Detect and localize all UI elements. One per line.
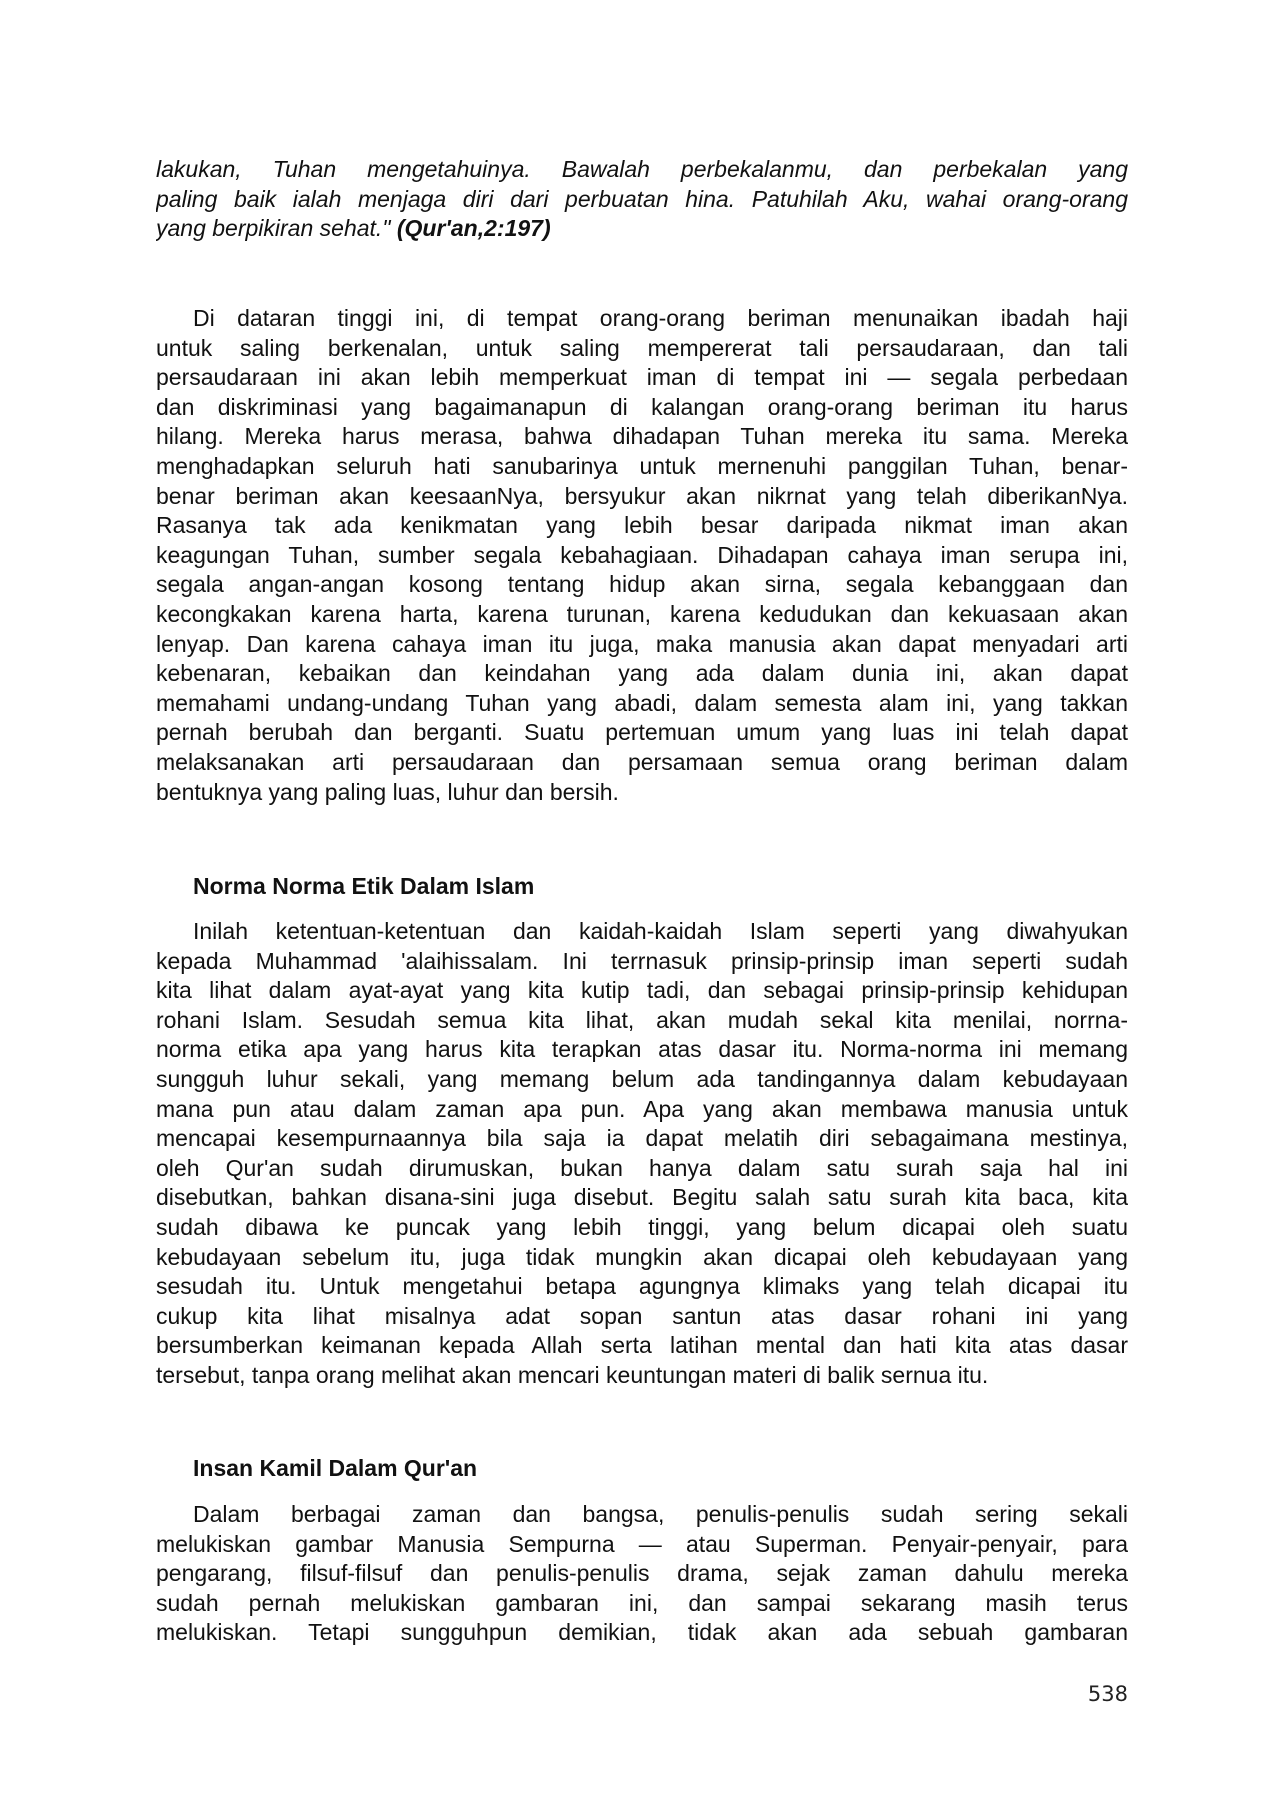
text-line: hilang. Mereka harus merasa, bahwa dihadapan Tuhan mereka itu sama. Mereka — [156, 423, 1128, 450]
text-line: memahami undang-undang Tuhan yang abadi, dalam semesta alam ini, yang takkan — [156, 689, 1128, 716]
quote-text: yang berpikiran sehat." — [156, 215, 397, 242]
text-line: oleh Qur'an sudah dirumuskan, bukan hanya dalam satu surah saja hal ini — [156, 1154, 1128, 1181]
section-heading-insan-kamil: Insan Kamil Dalam Qur'an — [193, 1455, 478, 1481]
text-line: melukiskan. Tetapi sungguhpun demikian, tidak akan ada sebuah gambaran — [156, 1619, 1128, 1646]
quote-line: lakukan, Tuhan mengetahuinya. Bawalah perbekalanmu, dan perbekalan yang — [156, 156, 1128, 182]
quote-line: paling baik ialah menjaga diri dari perbuatan hina. Patuhilah Aku, wahai orang-orang — [156, 185, 1128, 212]
text-line: sesudah itu. Untuk mengetahui betapa agungnya klimaks yang telah dicapai itu — [156, 1273, 1128, 1300]
quran-quote — [156, 155, 1128, 244]
text-line: kecongkakan karena harta, karena turunan, karena kedudukan dan kekuasaan akan — [156, 600, 1128, 627]
text-line: kebenaran, kebaikan dan keindahan yang ada dalam dunia ini, akan dapat — [156, 660, 1128, 687]
text-line: kita lihat dalam ayat-ayat yang kita kutip tadi, dan sebagai prinsip-prinsip kehidupan — [156, 977, 1128, 1004]
text-line: Di dataran tinggi ini, di tempat orang-orang beriman menunaikan ibadah haji — [193, 305, 1128, 331]
text-line: bentuknya yang paling luas, luhur dan bersih. — [156, 778, 619, 805]
text-line: keagungan Tuhan, sumber segala kebahagiaan. Dihadapan cahaya iman serupa ini, — [156, 541, 1128, 568]
quote-line — [156, 214, 1128, 244]
text-line: Dalam berbagai zaman dan bangsa, penulis-penulis sudah sering sekali — [193, 1501, 1128, 1527]
text-line: lenyap. Dan karena cahaya iman itu juga, maka manusia akan dapat menyadari arti — [156, 630, 1128, 657]
text-line: mana pun atau dalam zaman apa pun. Apa yang akan membawa manusia untuk — [156, 1095, 1128, 1122]
paragraph-insan-kamil — [156, 1500, 1128, 1648]
text-line: disebutkan, bahkan disana-sini juga disebut. Begitu salah satu surah kita baca, kita — [156, 1184, 1128, 1211]
text-line: segala angan-angan kosong tentang hidup akan sirna, segala kebanggaan dan — [156, 571, 1128, 598]
text-line: sudah pernah melukiskan gambaran ini, dan sampai sekarang masih terus — [156, 1589, 1128, 1616]
text-line: cukup kita lihat misalnya adat sopan santun atas dasar rohani ini yang — [156, 1302, 1128, 1329]
section-heading-norma-etik: Norma Norma Etik Dalam Islam — [193, 873, 535, 899]
page-number: 538 — [1087, 1682, 1128, 1706]
text-line: sudah dibawa ke puncak yang lebih tinggi, yang belum dicapai oleh suatu — [156, 1213, 1128, 1240]
paragraph-norma-etik — [156, 917, 1128, 1391]
text-line: benar beriman akan keesaanNya, bersyukur akan nikrnat yang telah diberikanNya. — [156, 482, 1128, 509]
text-line: rohani Islam. Sesudah semua kita lihat, akan mudah sekal kita menilai, norrna- — [156, 1006, 1128, 1033]
text-line: tersebut, tanpa orang melihat akan mencari keuntungan materi di balik sernua itu. — [156, 1361, 989, 1388]
text-line: pernah berubah dan berganti. Suatu pertemuan umum yang luas ini telah dapat — [156, 719, 1128, 746]
text-line: melukiskan gambar Manusia Sempurna — atau Superman. Penyair-penyair, para — [156, 1530, 1128, 1557]
text-line: melaksanakan arti persaudaraan dan persamaan semua orang beriman dalam — [156, 748, 1128, 775]
text-line: pengarang, filsuf-filsuf dan penulis-penulis drama, sejak zaman dahulu mereka — [156, 1560, 1128, 1587]
text-line: kepada Muhammad 'alaihissalam. Ini terrnasuk prinsip-prinsip iman seperti sudah — [156, 947, 1128, 974]
text-line: Rasanya tak ada kenikmatan yang lebih besar daripada nikmat iman akan — [156, 512, 1128, 539]
text-line: bersumberkan keimanan kepada Allah serta latihan mental dan hati kita atas dasar — [156, 1332, 1128, 1359]
text-line: menghadapkan seluruh hati sanubarinya untuk mernenuhi panggilan Tuhan, benar- — [156, 452, 1128, 479]
quote-citation: (Qur'an,2:197) — [396, 215, 551, 242]
text-line: kebudayaan sebelum itu, juga tidak mungkin akan dicapai oleh kebudayaan yang — [156, 1243, 1128, 1270]
text-line: norma etika apa yang harus kita terapkan atas dasar itu. Norma-norma ini memang — [156, 1036, 1128, 1063]
paragraph-hajj — [156, 304, 1128, 807]
text-line: Inilah ketentuan-ketentuan dan kaidah-kaidah Islam seperti yang diwahyukan — [193, 918, 1128, 944]
text-line: mencapai kesempurnaannya bila saja ia dapat melatih diri sebagaimana mestinya, — [156, 1125, 1128, 1152]
text-line: untuk saling berkenalan, untuk saling mempererat tali persaudaraan, dan tali — [156, 334, 1128, 361]
text-line: persaudaraan ini akan lebih memperkuat iman di tempat ini — segala perbedaan — [156, 364, 1128, 391]
text-line: dan diskriminasi yang bagaimanapun di kalangan orang-orang beriman itu harus — [156, 393, 1128, 420]
text-line: sungguh luhur sekali, yang memang belum ada tandingannya dalam kebudayaan — [156, 1065, 1128, 1092]
